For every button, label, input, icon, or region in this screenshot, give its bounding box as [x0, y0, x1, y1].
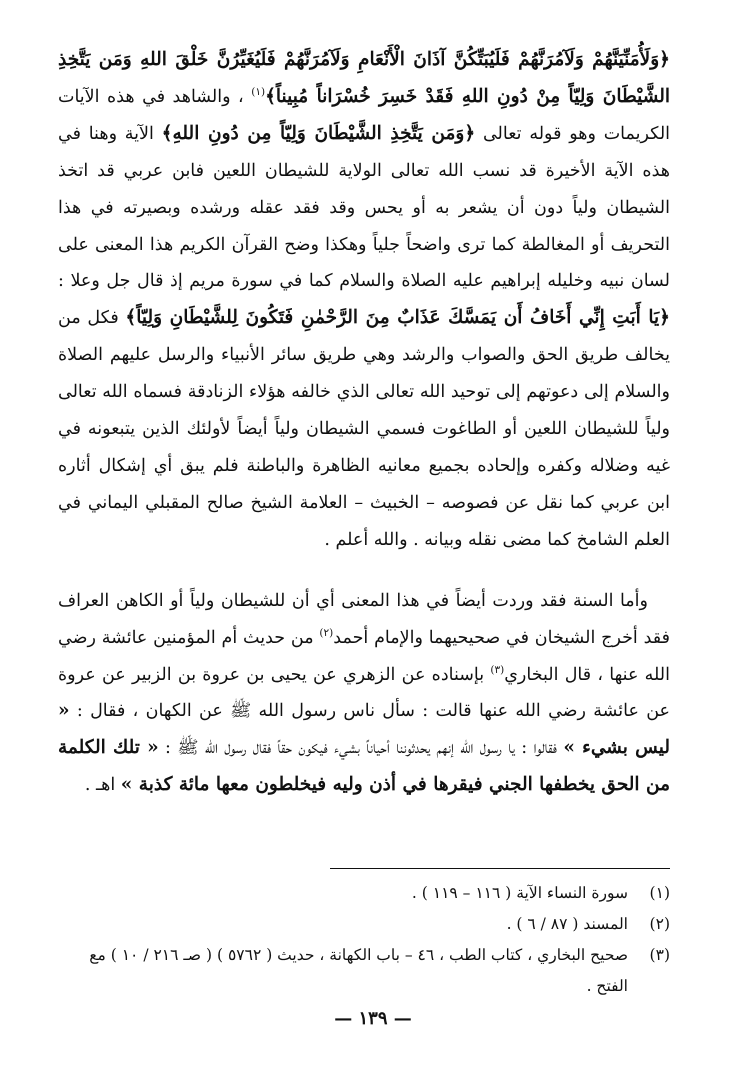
footnote-text: صحيح البخاري ، كتاب الطب ، ٤٦ – باب الكهانة ، حديث ( ٥٧٦٢ ) ( صـ ٢١٦ / ١٠ ) مع الفتح .: [89, 946, 628, 995]
footnote-ref-2: (٢): [319, 626, 334, 639]
footnote-number: (٢): [649, 915, 670, 933]
footnote-3: [60, 940, 670, 1002]
quran-verse-2: ﴿وَمَن يَتَّخِذِ الشَّيْطَانَ وَلِيّاً مِن دُونِ اللهِ﴾: [161, 122, 476, 144]
footnote-1: [60, 878, 670, 909]
footnote-divider: [330, 868, 670, 869]
paragraph-2: [58, 583, 670, 804]
page-body: [58, 42, 670, 804]
footnote-number: (١): [649, 884, 670, 902]
body-text: اهـ .: [84, 775, 121, 796]
footnotes: [60, 878, 670, 1002]
body-text: ، والشاهد في هذه الآيات الكريمات وهو قوله تعالى: [58, 86, 671, 144]
body-text: فكل من يخالف طريق الحق والصواب والرشد وهي طريق سائر الأنبياء والرسل عليهم الصلاة والسلام إلى دعوتهم إلى توحيد الله تعالى الذي خالفه هؤلاء الزنادقة فسماه الله تعالى ولياً للشيطان اللعين أو الطاغوت فسمي الشيطان ولياً أيضاً لأولئك الذين يتبعونه في غيه وضلاله وكفره وإلحاده بجميع معانيه الظاهرة والباطنة فلم يبق أي إشكال أثاره ابن عربي كما نقل عن فصوصه – الخبيث – العلامة الشيخ صالح المقبلي اليماني في العلم الشامخ كما مضى نقله وبيانه . والله أعلم .: [58, 308, 670, 550]
page-number: — ١٣٩ —: [334, 1008, 412, 1029]
body-text: وأما السنة فقد وردت أيضاً في هذا المعنى أي أن للشيطان ولياً أو الكاهن العراف فقد أخرج الشيخان في صحيحيهما والإمام أحمد: [58, 590, 670, 648]
quran-verse-1: ﴿وَلَأُمَنِّيَنَّهُمْ وَلَآمُرَنَّهُمْ فَلَيُبَتِّكُنَّ آذَانَ الْأَنْعَامِ وَلَآمُرَنَّهُمْ فَلَيُغَيِّرُنَّ خَلْقَ اللهِ وَمَن يَتَّخِذِ الشَّيْطَانَ وَلِيّاً مِنْ دُونِ اللهِ فَقَدْ خَسِرَ خُسْرَاناً مُبِيناً﴾: [58, 49, 670, 107]
footnote-text: المسند ( ٨٧ / ٦ ) .: [506, 915, 628, 933]
body-text: الآية وهنا في هذه الآية الأخيرة قد نسب الله تعالى الولاية للشيطان اللعين فابن عربي قد اتخذ الشيطان ولياً دون أن يشعر به أو يحس وقد فقد عقله ورشده وبصيرته في هذا التحريف أو المغالطة كما ترى واضحاً جلياً وهكذا وضح القرآن الكريم هذا المعنى على لسان نبيه وخليله إبراهيم عليه الصلاة والسلام كما في سورة مريم إذ قال جل وعلا :: [58, 123, 670, 292]
footnote-number: (٣): [649, 946, 670, 964]
footnote-ref-1: (١): [251, 86, 266, 99]
footnote-2: [60, 909, 670, 940]
hadith-quote-1: « ليس بشيء »: [58, 700, 670, 759]
paragraph-1: [58, 42, 670, 559]
hadith-quote-2: « تلك الكلمة من الحق يخطفها الجني فيقرها في أذن وليه فيخلطون معها مائة كذبة »: [58, 737, 670, 796]
quran-verse-3: ﴿يَا أَبَتِ إِنِّي أَخَافُ أَن يَمَسَّكَ عَذَابٌ مِنَ الرَّحْمٰنِ فَتَكُونَ لِلشَّيْطَانِ وَلِيّاً﴾: [125, 307, 670, 329]
body-text: من حديث أم المؤمنين عائشة رضي الله عنها ، قال البخاري: [58, 627, 670, 685]
body-text: بإسناده عن الزهري عن يحيى بن عروة بن الزبير عن عروة عن عائشة رضي الله عنها قالت : سأل ناس رسول الله ﷺ عن الكهان ، فقال :: [58, 664, 670, 722]
body-text: فقالوا : يا رسول الله إنهم يحدثوننا أحياناً بشيء فيكون حقاً فقال رسول الله ﷺ :: [158, 738, 564, 759]
footnote-ref-3: (٣): [490, 663, 505, 676]
footnote-text: سورة النساء الآية ( ١١٦ – ١١٩ ) .: [411, 884, 628, 902]
